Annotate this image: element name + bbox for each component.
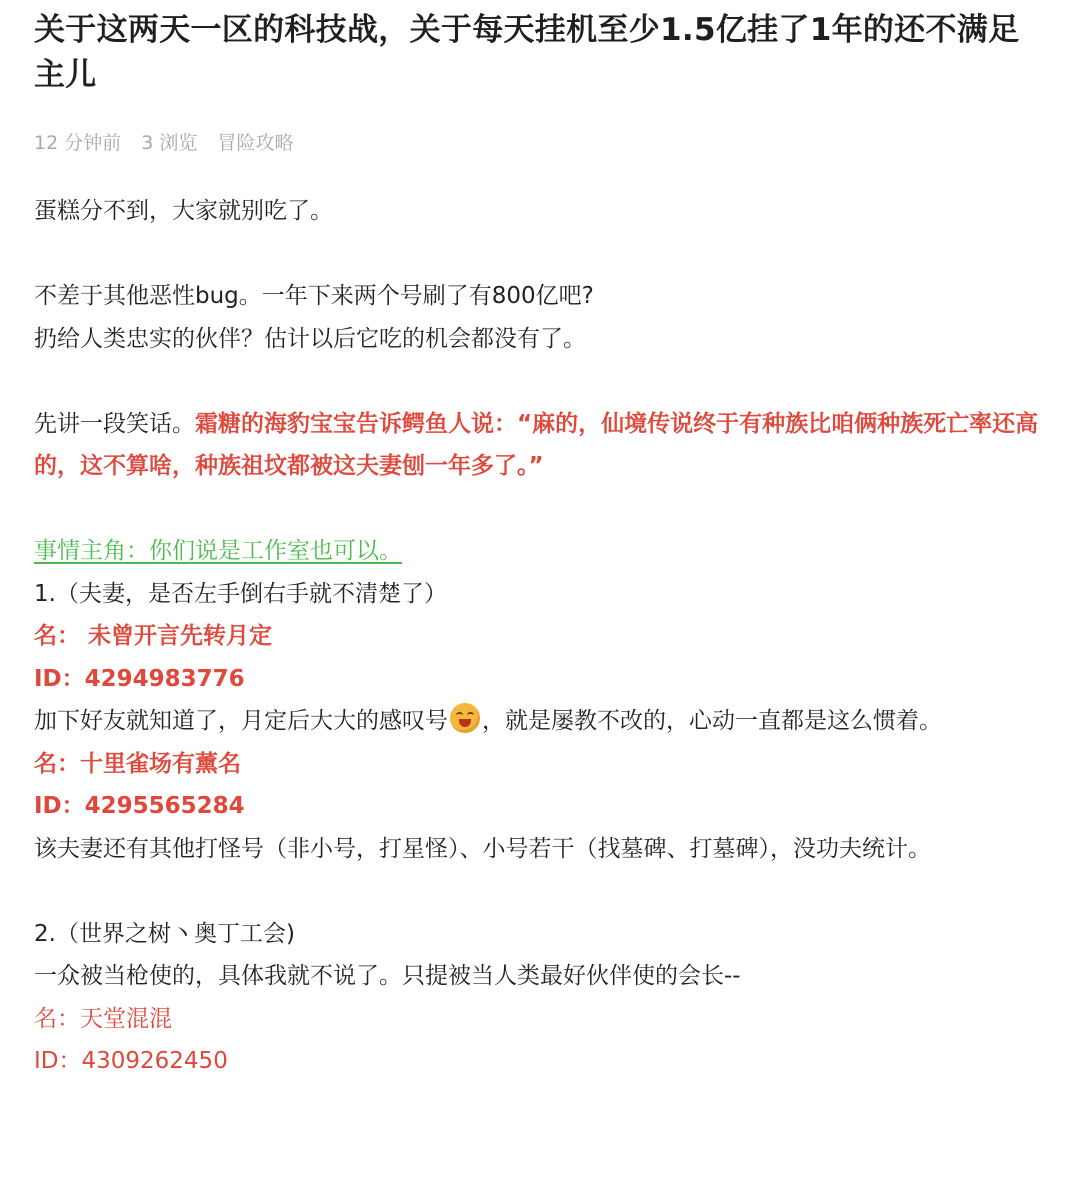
post-body xyxy=(34,190,1042,1083)
paragraph-joke xyxy=(34,403,1042,488)
joke-intro: 先讲一段笑话。 xyxy=(34,410,195,437)
item1-description xyxy=(34,700,1042,743)
item1-id1: ID：4294983776 xyxy=(34,665,245,692)
grinning-squint-emoji-icon xyxy=(450,703,480,733)
post-category-link[interactable]: 冒险攻略 xyxy=(217,132,294,154)
item1-name2: 名：十里雀场有薰名 xyxy=(34,750,241,777)
paragraph-cake: 蛋糕分不到，大家就别吃了。 xyxy=(34,198,333,224)
paragraph-partner: 扔给人类忠实的伙伴？估计以后它吃的机会都没有了。 xyxy=(34,325,586,352)
spacer xyxy=(34,488,1042,531)
spacer xyxy=(34,870,1042,913)
item1-desc-part-a: 加下好友就知道了，月定后大大的感叹号 xyxy=(34,708,448,734)
item1-name1: 名： 未曾开言先转月定 xyxy=(34,623,273,649)
item1-desc-part-b: ，就是屡教不改的，心动一直都是这么惯着。 xyxy=(482,708,942,734)
spacer xyxy=(34,360,1042,403)
spacer xyxy=(34,233,1042,276)
post-meta xyxy=(34,130,1042,156)
post-title: 关于这两天一区的科技战，关于每天挂机至少1.5亿挂了1年的还不满足主儿 xyxy=(34,12,1020,93)
item1-description2: 该夫妻还有其他打怪号（非小号，打星怪）、小号若干（找墓碑、打墓碑），没功夫统计。 xyxy=(34,835,931,862)
post-time: 12 分钟前 xyxy=(34,132,122,154)
protagonist-link[interactable]: 事情主角：你们说是工作室也可以。 xyxy=(34,538,402,564)
paragraph-bug: 不差于其他恶性bug。一年下来两个号刷了有800亿吧? xyxy=(34,283,594,309)
item1-id2: ID：4295565284 xyxy=(34,793,245,819)
item2-description: 一众被当枪使的，具体我就不说了。只提被当人类最好伙伴使的会长-- xyxy=(34,963,741,989)
protagonist-line xyxy=(34,530,1042,573)
item1-heading: 1.（夫妻，是否左手倒右手就不清楚了） xyxy=(34,580,447,607)
post-views: 3 浏览 xyxy=(141,132,198,154)
item2-heading: 2.（世界之树丶奥丁工会) xyxy=(34,920,295,947)
item2-name: 名：天堂混混 xyxy=(34,1005,172,1032)
joke-text: 霜糖的海豹宝宝告诉鳄鱼人说：“麻的，仙境传说终于有种族比咱俩种族死亡率还高的，这不算啥，种族祖坟都被这夫妻刨一年多了。” xyxy=(34,410,1039,479)
item2-id: ID：4309262450 xyxy=(34,1048,228,1074)
